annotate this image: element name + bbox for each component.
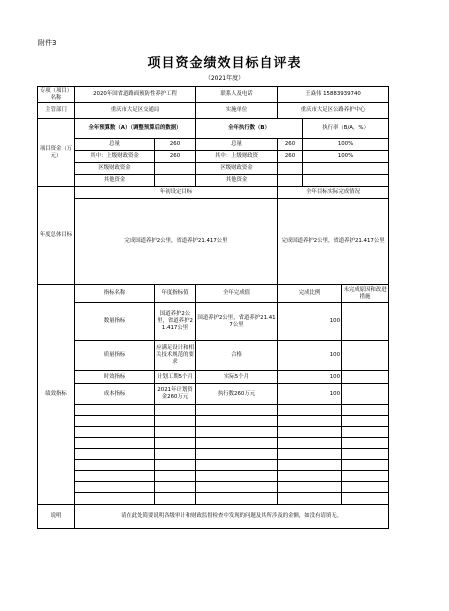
indicator-row <box>38 384 389 405</box>
indicator-actual-header: 全年完成值 <box>196 285 278 303</box>
contact-label: 联系人及电话 <box>196 87 278 103</box>
fund-rate <box>303 175 389 187</box>
indicator-name: 数量指标 <box>75 303 155 341</box>
fund-budget <box>155 175 196 187</box>
goals-content-row <box>38 199 389 285</box>
indicator-empty-row <box>38 493 389 505</box>
funds-row <box>38 163 389 175</box>
impl-value: 重庆市大足区公路养护中心 <box>278 103 389 119</box>
indicator-ratio: 100 <box>278 341 342 371</box>
page-title: 项目资金绩效目标自评表 <box>147 56 302 71</box>
fund-exec-label: 总量 <box>196 139 278 151</box>
indicator-name: 成本指标 <box>75 384 155 405</box>
actual-header: 全年目标实际完成情况 <box>278 187 389 199</box>
fund-label: 总量 <box>75 139 155 151</box>
fund-exec-label: 区级财政资金 <box>196 163 278 175</box>
indicator-reason-header: 未完成原因和改进措施 <box>342 285 389 303</box>
fund-label: 区级财政资金 <box>75 163 155 175</box>
actual-text: 完成国道养护2公里，省道养护21.417公里 <box>278 199 389 285</box>
indicator-target-header: 年度指标值 <box>155 285 196 303</box>
indicator-actual: 执行数260万元 <box>196 384 278 405</box>
budget-header: 全年预算数（A）（调整预算后的数据） <box>75 119 196 139</box>
dept-label: 主管部门 <box>38 103 75 119</box>
exec-header: 全年执行数（B） <box>196 119 303 139</box>
funds-section-label: 项目资金（万元） <box>38 119 75 187</box>
fund-exec: 260 <box>278 151 303 163</box>
funds-row <box>38 175 389 187</box>
plan-text: 完成国道养护2公里，省道养护21.417公里 <box>75 199 278 285</box>
indicator-empty-row <box>38 482 389 493</box>
funds-row <box>38 151 389 163</box>
fund-budget: 260 <box>155 151 196 163</box>
indicator-target: 国道养护2公里，省道养护21.417公里 <box>155 303 196 341</box>
indicator-empty-row <box>38 438 389 449</box>
indicator-ratio: 100 <box>278 371 342 384</box>
indicator-header-row <box>38 285 389 303</box>
indicator-reason <box>342 384 389 405</box>
project-name-row <box>38 87 389 103</box>
indicator-target: 应满足设计和相关技术规范的要求 <box>155 341 196 371</box>
indicator-name: 时效指标 <box>75 371 155 384</box>
indicators-section-label: 绩效指标 <box>38 285 75 505</box>
fund-rate <box>303 163 389 175</box>
funds-row <box>38 139 389 151</box>
goals-section-label: 年度总体目标 <box>38 187 75 285</box>
year-label: （2021年度） <box>204 75 245 82</box>
fund-rate: 100% <box>303 139 389 151</box>
contact-value: 王焱伟 15883939740 <box>278 87 389 103</box>
impl-label: 实施单位 <box>196 103 278 119</box>
indicator-empty-row <box>38 471 389 482</box>
indicator-actual: 合格 <box>196 341 278 371</box>
attachment-label: 附件3 <box>38 39 57 47</box>
plan-header: 年初设定目标 <box>75 187 278 199</box>
indicator-empty-row <box>38 449 389 460</box>
indicator-reason <box>342 341 389 371</box>
fund-exec: 260 <box>278 139 303 151</box>
note-text: 请在此处简要说明各级审计和财政监督检查中发现的问题及其所涉及的金额，如没有请填无。 <box>75 505 389 529</box>
indicator-empty-row <box>38 416 389 427</box>
indicator-empty-row <box>38 427 389 438</box>
project-name-value: 2020年国省道路面预防性养护工程 <box>75 87 196 103</box>
goals-header-row <box>38 187 389 199</box>
department-row <box>38 103 389 119</box>
indicator-empty-row <box>38 460 389 471</box>
indicator-reason <box>342 371 389 384</box>
fund-exec <box>278 163 303 175</box>
indicator-name: 质量指标 <box>75 341 155 371</box>
fund-label: 其中：上级财政资金 <box>75 151 155 163</box>
indicator-row <box>38 303 389 341</box>
rate-header: 执行率（B/A，%） <box>303 119 389 139</box>
indicator-target: 计划工期5个月 <box>155 371 196 384</box>
indicator-name-header: 指标名称 <box>75 285 155 303</box>
fund-rate: 100% <box>303 151 389 163</box>
project-name-label: 专项（项目）名称 <box>38 87 75 103</box>
fund-exec-label: 其他资金 <box>196 175 278 187</box>
indicator-actual: 国道养护2公里，省道养护21.417公里 <box>196 303 278 341</box>
dept-value: 重庆市大足区交通局 <box>75 103 196 119</box>
indicator-row <box>38 371 389 384</box>
indicator-target: 2021年计划资金260万元 <box>155 384 196 405</box>
indicator-actual: 实际5个月 <box>196 371 278 384</box>
fund-exec-label: 其中：上级财政资 <box>196 151 278 163</box>
funds-header-row <box>38 119 389 139</box>
fund-budget: 260 <box>155 139 196 151</box>
fund-label: 其他资金 <box>75 175 155 187</box>
indicator-ratio-header: 完成比例 <box>278 285 342 303</box>
indicator-row <box>38 341 389 371</box>
note-label: 说明 <box>38 505 75 529</box>
note-row <box>38 505 389 529</box>
indicator-ratio: 100 <box>278 384 342 405</box>
indicator-ratio: 100 <box>278 303 342 341</box>
fund-budget <box>155 163 196 175</box>
indicator-reason <box>342 303 389 341</box>
indicator-empty-row <box>38 405 389 416</box>
evaluation-table <box>37 86 389 529</box>
fund-exec <box>278 175 303 187</box>
